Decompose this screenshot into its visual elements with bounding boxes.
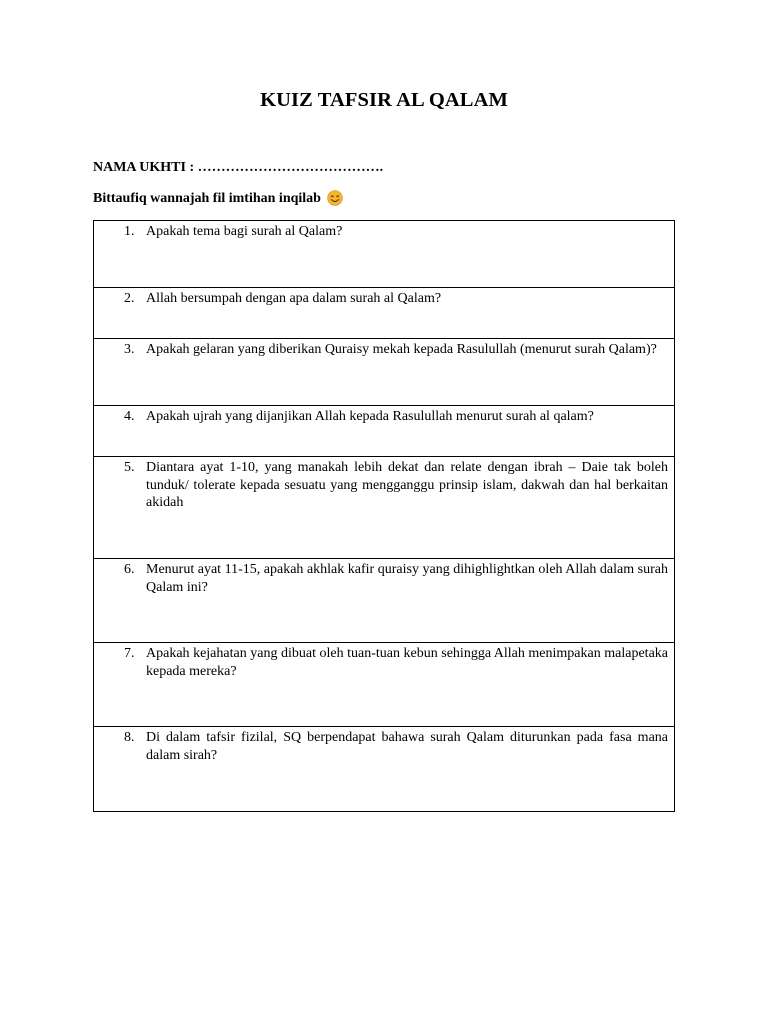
question-number: 2. xyxy=(124,291,135,306)
question-text: Apakah gelaran yang diberikan Quraisy mekah kepada Rasulullah (menurut surah Qalam)? xyxy=(146,342,657,357)
question-text: Apakah tema bagi surah al Qalam? xyxy=(146,224,343,239)
greeting-text: Bittaufiq wannajah fil imtihan inqilab xyxy=(93,191,321,206)
question-cell xyxy=(94,457,675,559)
question-text: Diantara ayat 1-10, yang manakah lebih dekat dan relate dengan ibrah – Daie tak boleh tunduk/ tolerate kepada sesuatu yang mengganggu prinsip islam, dakwah dan hal berkaitan akidah xyxy=(146,460,668,510)
question-text: Apakah ujrah yang dijanjikan Allah kepada Rasulullah menurut surah al qalam? xyxy=(146,409,594,424)
question-cell xyxy=(94,406,675,457)
question-text: Apakah kejahatan yang dibuat oleh tuan-tuan kebun sehingga Allah menimpakan malapetaka kepada mereka? xyxy=(146,646,668,679)
question-text: Di dalam tafsir fizilal, SQ berpendapat bahawa surah Qalam diturunkan pada fasa mana dalam sirah? xyxy=(146,730,668,763)
question-number: 1. xyxy=(124,224,135,239)
quiz-table xyxy=(93,220,675,812)
question-cell xyxy=(94,288,675,339)
table-row xyxy=(94,406,675,457)
table-row xyxy=(94,643,675,727)
table-row xyxy=(94,288,675,339)
page-title: KUIZ TAFSIR AL QALAM xyxy=(260,89,508,111)
question-cell xyxy=(94,559,675,643)
table-row xyxy=(94,457,675,559)
question-number: 6. xyxy=(124,562,135,577)
name-field-line: NAMA UKHTI : …………………………………. xyxy=(93,160,384,175)
question-cell xyxy=(94,727,675,812)
table-row xyxy=(94,339,675,406)
table-row xyxy=(94,221,675,288)
greeting-line xyxy=(93,191,343,207)
question-cell xyxy=(94,643,675,727)
table-row xyxy=(94,559,675,643)
question-number: 4. xyxy=(124,409,135,424)
question-text: Menurut ayat 11-15, apakah akhlak kafir quraisy yang dihighlightkan oleh Allah dalam surah Qalam ini? xyxy=(146,562,668,595)
question-text: Allah bersumpah dengan apa dalam surah al Qalam? xyxy=(146,291,442,306)
smiling-face-emoji-icon xyxy=(327,190,343,206)
question-number: 5. xyxy=(124,460,135,475)
question-number: 3. xyxy=(124,342,135,357)
question-cell xyxy=(94,221,675,288)
question-cell xyxy=(94,339,675,406)
question-number: 8. xyxy=(124,730,135,745)
question-number: 7. xyxy=(124,646,135,661)
table-row xyxy=(94,727,675,812)
